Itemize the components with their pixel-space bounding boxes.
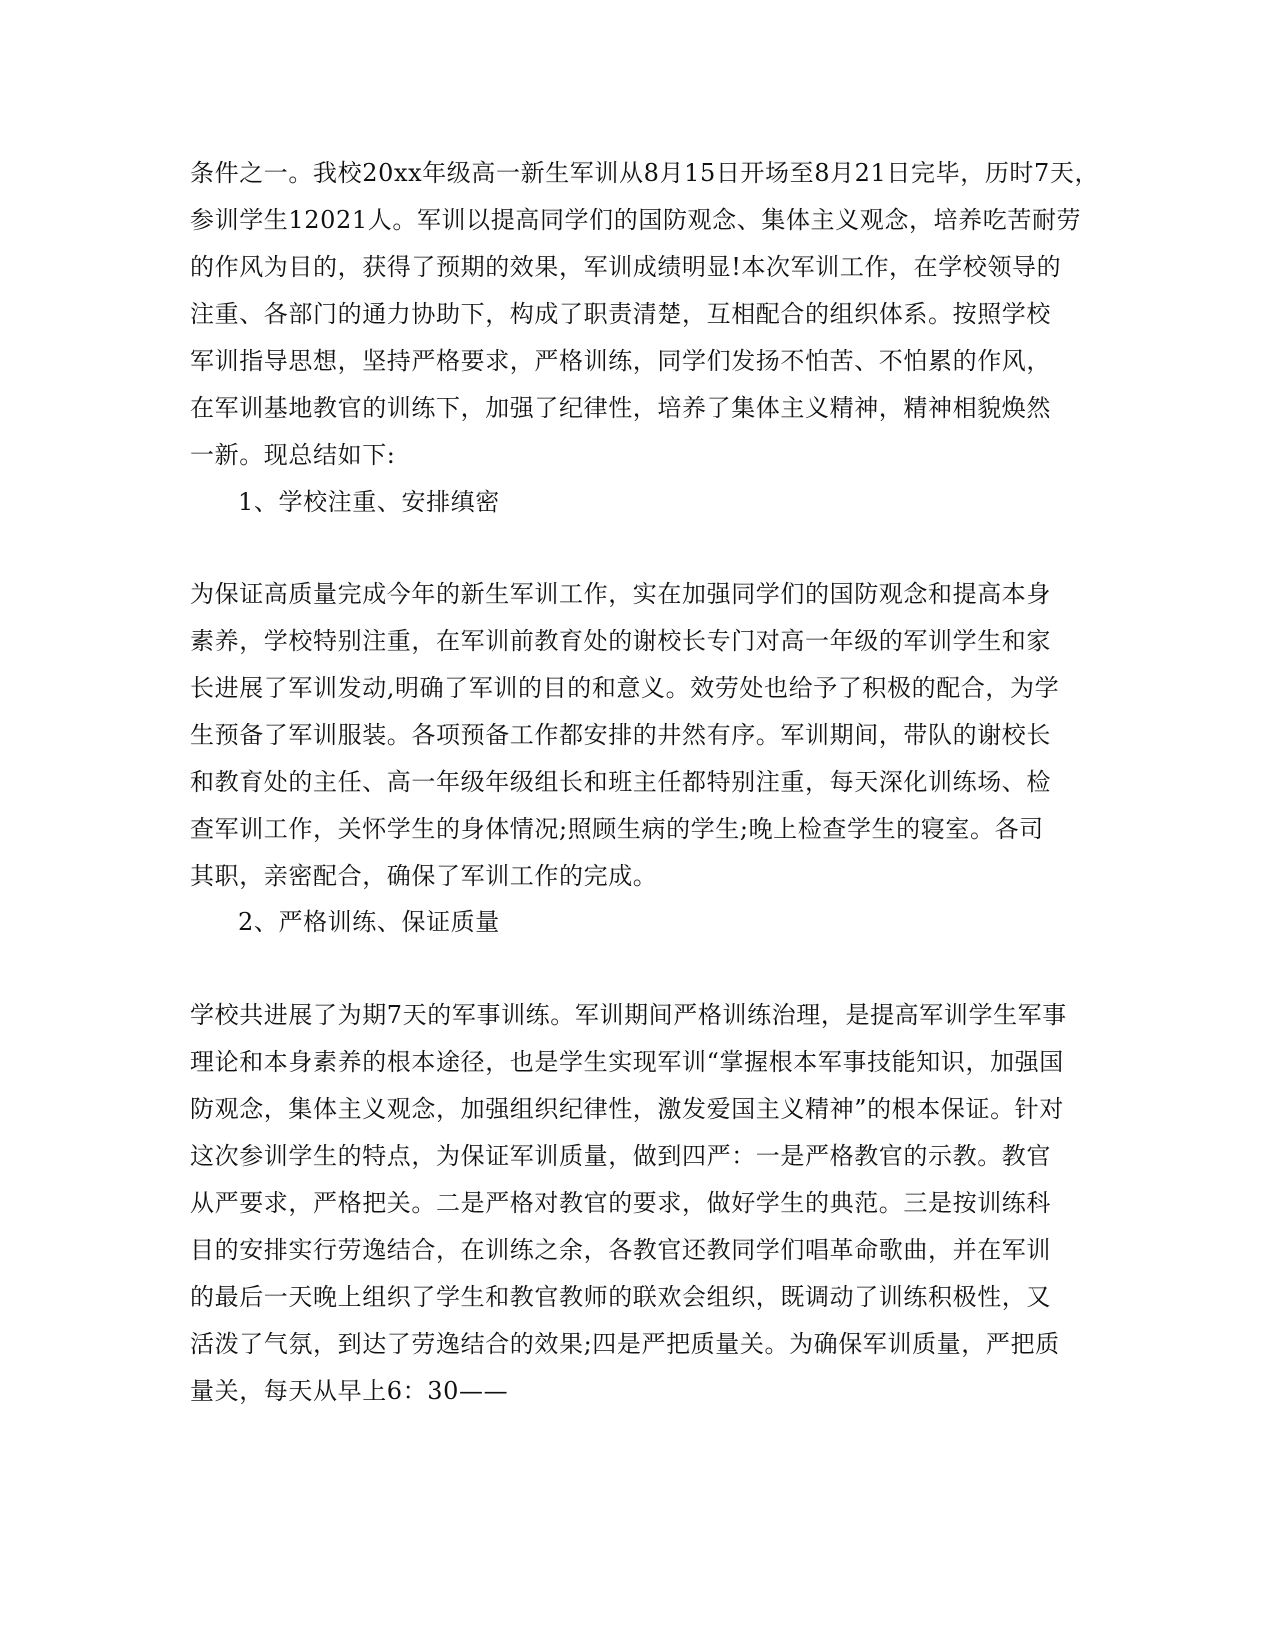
paragraph-intro-line-3: 的作风为目的，获得了预期的效果，军训成绩明显!本次军训工作，在学校领导的 bbox=[190, 253, 1062, 281]
paragraph-intro-line-2: 参训学生12021人。军训以提高同学们的国防观念、集体主义观念，培养吃苦耐劳 bbox=[190, 206, 1082, 234]
paragraph-section1-line-1: 为保证高质量完成今年的新生军训工作，实在加强同学们的国防观念和提高本身 bbox=[190, 580, 1051, 608]
paragraph-section1-line-5: 和教育处的主任、高一年级年级组长和班主任都特别注重，每天深化训练场、检 bbox=[190, 768, 1051, 796]
paragraph-section1-line-2: 素养，学校特别注重，在军训前教育处的谢校长专门对高一年级的军训学生和家 bbox=[190, 627, 1051, 655]
paragraph-section2-line-1: 学校共进展了为期7天的军事训练。军训期间严格训练治理，是提高军训学生军事 bbox=[190, 1001, 1067, 1029]
paragraph-section1-line-7: 其职，亲密配合，确保了军训工作的完成。 bbox=[190, 862, 658, 890]
paragraph-section2-line-8: 活泼了气氛，到达了劳逸结合的效果;四是严把质量关。为确保军训质量，严把质 bbox=[190, 1330, 1060, 1358]
section-heading-1: 1、学校注重、安排缜密 bbox=[238, 488, 500, 516]
paragraph-section2-line-2: 理论和本身素养的根本途径，也是学生实现军训“掌握根本军事技能知识，加强国 bbox=[190, 1048, 1064, 1076]
paragraph-section1-line-6: 查军训工作，关怀学生的身体情况;照顾生病的学生;晚上检查学生的寝室。各司 bbox=[190, 815, 1044, 843]
paragraph-intro-line-5: 军训指导思想，坚持严格要求，严格训练，同学们发扬不怕苦、不怕累的作风， bbox=[190, 347, 1051, 375]
paragraph-section2-line-5: 从严要求，严格把关。二是严格对教官的要求，做好学生的典范。三是按训练科 bbox=[190, 1189, 1051, 1217]
paragraph-intro-line-7: 一新。现总结如下: bbox=[190, 441, 396, 469]
paragraph-section1-line-4: 生预备了军训服装。各项预备工作都安排的井然有序。军训期间，带队的谢校长 bbox=[190, 721, 1051, 749]
paragraph-intro-line-1: 条件之一。我校20xx年级高一新生军训从8月15日开场至8月21日完毕，历时7天， bbox=[190, 159, 1100, 187]
paragraph-section2-line-6: 目的安排实行劳逸结合，在训练之余，各教官还教同学们唱革命歌曲，并在军训 bbox=[190, 1236, 1051, 1264]
section-heading-2: 2、严格训练、保证质量 bbox=[238, 908, 500, 936]
paragraph-section2-line-4: 这次参训学生的特点，为保证军训质量，做到四严：一是严格教官的示教。教官 bbox=[190, 1142, 1051, 1170]
paragraph-intro-line-4: 注重、各部门的通力协助下，构成了职责清楚，互相配合的组织体系。按照学校 bbox=[190, 300, 1051, 328]
paragraph-section2-line-7: 的最后一天晚上组织了学生和教官教师的联欢会组织，既调动了训练积极性，又 bbox=[190, 1283, 1051, 1311]
paragraph-section2-line-9: 量关，每天从早上6：30—— bbox=[190, 1377, 509, 1405]
paragraph-section1-line-3: 长进展了军训发动,明确了军训的目的和意义。效劳处也给予了积极的配合，为学 bbox=[190, 674, 1060, 702]
paragraph-section2-line-3: 防观念，集体主义观念，加强组织纪律性，激发爱国主义精神”的根本保证。针对 bbox=[190, 1095, 1064, 1123]
paragraph-intro-line-6: 在军训基地教官的训练下，加强了纪律性，培养了集体主义精神，精神相貌焕然 bbox=[190, 394, 1051, 422]
